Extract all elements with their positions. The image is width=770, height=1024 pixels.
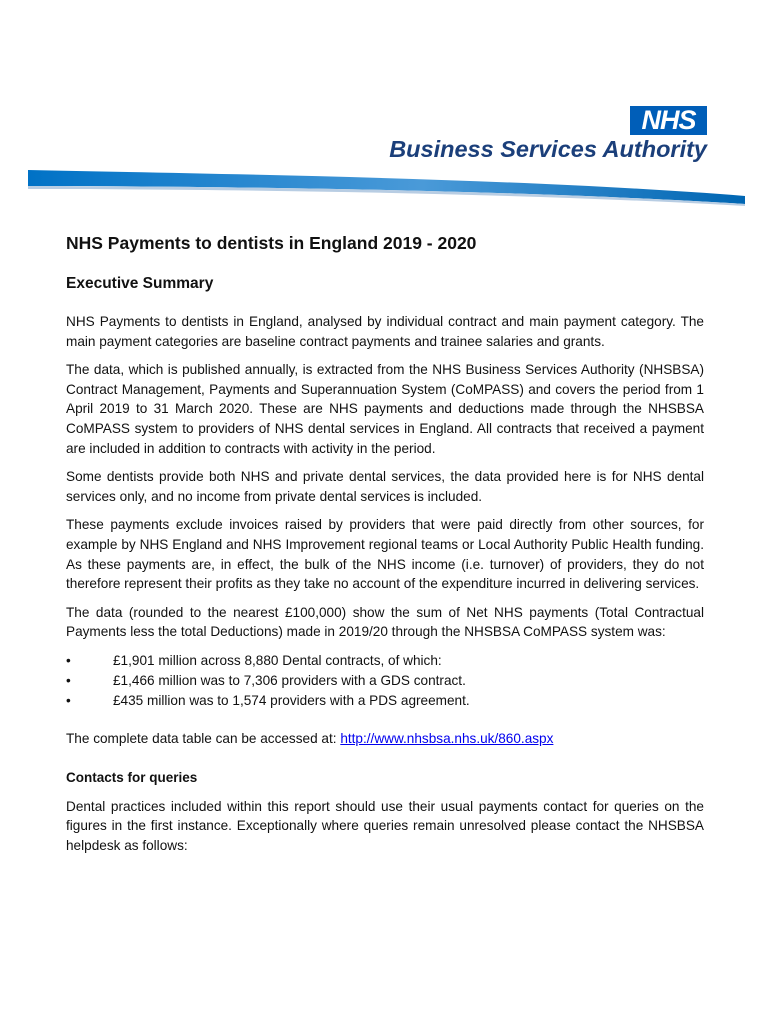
list-item-text: £1,901 million across 8,880 Dental contracts, of which:	[113, 652, 442, 668]
contacts-heading: Contacts for queries	[66, 769, 198, 785]
payment-summary-list	[66, 651, 704, 711]
paragraph: These payments exclude invoices raised by providers that were paid directly from other sources, for example by NHS England and NHS Improvement regional teams or Local Authority Public Health funding. As these payments are, in effect, the bulk of the NHS income (i.e. turnover) of providers, they do not therefore represent their profits as they take no account of the expenditure incurred in delivering services.	[66, 517, 704, 592]
data-table-link[interactable]: http://www.nhsbsa.nhs.uk/860.aspx	[340, 730, 554, 746]
bullet-icon: •	[66, 652, 71, 668]
data-table-paragraph	[66, 729, 704, 749]
list-item-text: £1,466 million was to 7,306 providers with a GDS contract.	[113, 672, 466, 688]
document-title: NHS Payments to dentists in England 2019 - 2020	[66, 233, 477, 253]
data-table-text: The complete data table can be accessed at:	[66, 730, 341, 746]
nhs-logo: NHS	[630, 106, 707, 135]
paragraph: Some dentists provide both NHS and private dental services, the data provided here is for NHS dental services only, and no income from private dental services is included.	[66, 469, 704, 504]
list-item	[66, 671, 704, 691]
organisation-name: Business Services Authority	[389, 136, 707, 162]
paragraph: NHS Payments to dentists in England, analysed by individual contract and main payment category. The main payment categories are baseline contract payments and trainee salaries and grants.	[66, 314, 704, 349]
bullet-icon: •	[66, 672, 71, 688]
contacts-paragraph: Dental practices included within this report should use their usual payments contact for queries on the figures in the first instance. Exceptionally where queries remain unresolved please contact the NHSBSA helpdesk as follows:	[66, 798, 704, 853]
list-item	[66, 691, 704, 711]
bullet-icon: •	[66, 692, 71, 708]
header-swoosh	[0, 160, 770, 215]
page-header	[0, 0, 770, 215]
section-heading-executive-summary: Executive Summary	[66, 275, 214, 292]
list-item-text: £435 million was to 1,574 providers with a PDS agreement.	[113, 692, 470, 708]
document-body	[66, 232, 704, 864]
paragraph: The data (rounded to the nearest £100,000) show the sum of Net NHS payments (Total Contractual Payments less the total Deductions) made in 2019/20 through the NHSBSA CoMPASS system was:	[66, 604, 704, 640]
list-item	[66, 651, 704, 671]
paragraph: The data, which is published annually, is extracted from the NHS Business Services Authority (NHSBSA) Contract Management, Payments and Superannuation System (CoMPASS) and covers the period from 1 April 2019 to 31 March 2020. These are NHS payments and deductions made through the NHSBSA CoMPASS system to providers of NHS dental services in England. All contracts that received a payment are included in addition to contracts with activity in the period.	[66, 362, 704, 456]
